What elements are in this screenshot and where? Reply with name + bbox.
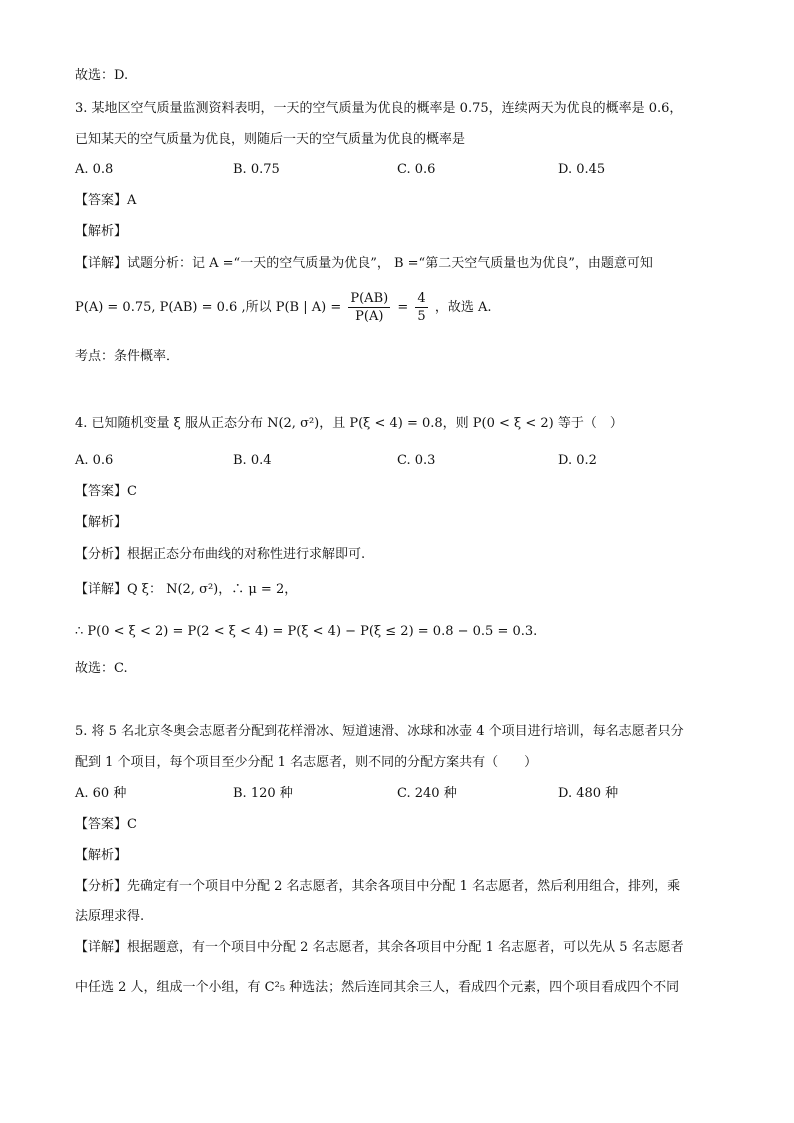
detail-text: 【详解】Q ξ： N(2, σ²)，∴ μ = 2， bbox=[75, 582, 298, 597]
option-a: A. 0.6 bbox=[75, 453, 114, 468]
option-a: A. 60 种 bbox=[75, 786, 127, 801]
text-line: 故选：D. bbox=[75, 68, 129, 83]
question-5-line-1: 5. 将 5 名北京冬奥会志愿者分配到花样滑冰、短道速滑、冰球和冰壶 4 个项目进行培训，每名志愿者只分 bbox=[75, 724, 684, 739]
analysis-label: 【解析】 bbox=[75, 848, 128, 863]
question-3-options bbox=[75, 160, 715, 180]
kaodian-text: 考点：条件概率． bbox=[75, 349, 180, 364]
option-d: D. 480 种 bbox=[558, 786, 619, 801]
question-3-line-1: 3. 某地区空气质量监测资料表明，一天的空气质量为优良的概率是 0.75，连续两天为优良的概率是 0.6， bbox=[75, 101, 683, 116]
answer-label: 【答案】C bbox=[75, 817, 137, 832]
fenxi-text: 【分析】先确定有一个项目中分配 2 名志愿者，其余各项目中分配 1 名志愿者，然后利用组合，排列，乘 bbox=[75, 879, 681, 894]
option-c: C. 0.3 bbox=[397, 453, 436, 468]
question-3-line-2: 已知某天的空气质量为优良，则随后一天的空气质量为优良的概率是 bbox=[75, 132, 466, 147]
option-d: D. 0.45 bbox=[558, 162, 606, 177]
fenxi-text: 法原理求得. bbox=[75, 909, 145, 924]
option-c: C. 0.6 bbox=[397, 162, 436, 177]
equation-left: P(A) = 0.75, P(AB) = 0.6 ,所以 P(B | A) = bbox=[75, 300, 342, 315]
question-4-options bbox=[75, 451, 715, 471]
fraction bbox=[348, 290, 390, 325]
detail-text: 【详解】试题分析：记 A =“一天的空气质量为优良”， B =“第二天空气质量也为优良”，由题意可知 bbox=[75, 256, 653, 271]
option-b: B. 0.75 bbox=[233, 162, 280, 177]
analysis-label: 【解析】 bbox=[75, 515, 128, 530]
fenxi-text: 【分析】根据正态分布曲线的对称性进行求解即可. bbox=[75, 547, 366, 562]
option-c: C. 240 种 bbox=[397, 786, 457, 801]
question-5-line-2: 配到 1 个项目，每个项目至少分配 1 名志愿者，则不同的分配方案共有（ ） bbox=[75, 755, 538, 770]
fraction bbox=[415, 290, 427, 325]
equation-line: ∴ P(0 < ξ < 2) = P(2 < ξ < 4) = P(ξ < 4) − P(ξ ≤ 2) = 0.8 − 0.5 = 0.3. bbox=[75, 624, 538, 639]
question-4-line-1: 4. 已知随机变量 ξ 服从正态分布 N(2, σ²)，且 P(ξ < 4) = 0.8，则 P(0 < ξ < 2) 等于（ ） bbox=[75, 416, 623, 431]
fraction-denominator: P(A) bbox=[355, 309, 384, 324]
option-b: B. 120 种 bbox=[233, 786, 293, 801]
answer-label: 【答案】C bbox=[75, 484, 137, 499]
conclusion-text: 故选：C. bbox=[75, 661, 128, 676]
fraction-numerator: P(AB) bbox=[350, 291, 389, 306]
equation-line bbox=[75, 290, 491, 325]
detail-text: 【详解】根据题意，有一个项目中分配 2 名志愿者，其余各项目中分配 1 名志愿者，可以先从 5 名志愿者 bbox=[75, 940, 684, 955]
answer-label: 【答案】A bbox=[75, 193, 137, 208]
question-5-options bbox=[75, 784, 715, 804]
analysis-label: 【解析】 bbox=[75, 224, 128, 239]
option-a: A. 0.8 bbox=[75, 162, 114, 177]
equation-tail: ，故选 A. bbox=[434, 300, 492, 315]
equals-sign: = bbox=[397, 300, 409, 315]
fraction-denominator: 5 bbox=[417, 309, 426, 324]
option-b: B. 0.4 bbox=[233, 453, 272, 468]
detail-text: 中任选 2 人，组成一个小组，有 C²₅ 种选法；然后连同其余三人，看成四个元素，四个项目看成四个不同 bbox=[75, 980, 680, 995]
option-d: D. 0.2 bbox=[558, 453, 597, 468]
fraction-numerator: 4 bbox=[417, 291, 426, 306]
